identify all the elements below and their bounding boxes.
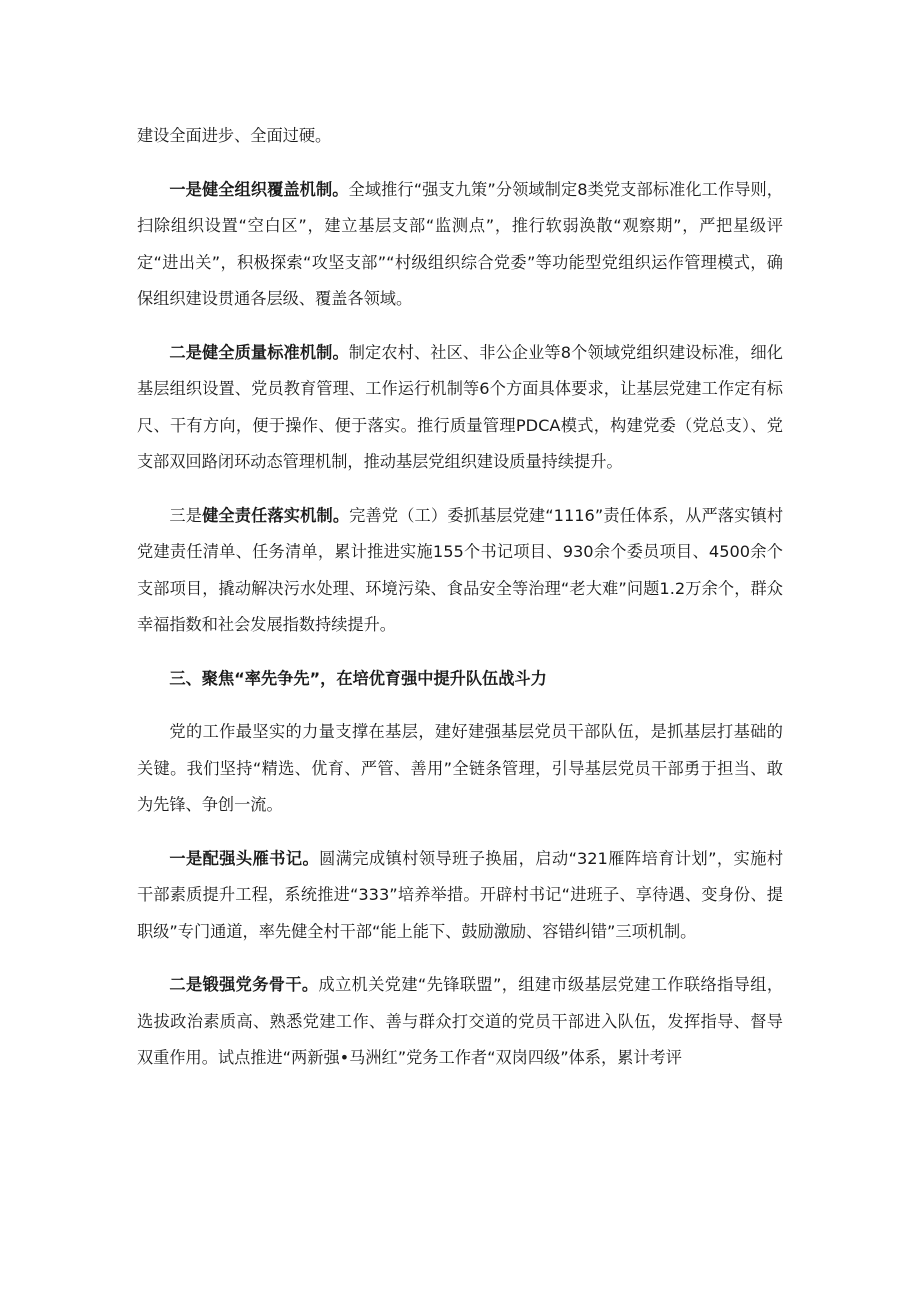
paragraph-gap: [137, 824, 783, 841]
paragraph-party-affairs: [137, 967, 783, 1077]
paragraph-text: 圆满完成镇村领导班子换届，启动“321雁阵培育计划”，实施村干部素质提升工程，系统推进“333”培养举措。开辟村书记“进班子、享待遇、变身份、提职级”专门通道，率先健全村干部“能上能下、鼓励激励、容错纠错”三项机制。: [137, 848, 784, 941]
paragraph-lead: 一是健全组织覆盖机制。: [169, 179, 349, 199]
paragraph-gap: [137, 155, 783, 172]
section-heading: 三、聚焦“率先争先”，在培优育强中提升队伍战斗力: [169, 668, 547, 688]
paragraph-text: 成立机关党建“先锋联盟”，组建市级基层党建工作联络指导组，选拔政治素质高、熟悉党建工作、善与群众打交道的党员干部进入队伍，发挥指导、督导双重作用。试点推进“两新强•马洲红”党务工作者“双岗四级”体系，累计考评: [137, 975, 784, 1067]
paragraph-secretary: [137, 841, 783, 951]
paragraph-text: 全域推行“强支九策”分领域制定8类党支部标准化工作导则，扫除组织设置“空白区”，建立基层支部“监测点”，推行软弱涣散“观察期”，严把星级评定“进出关”，积极探索“攻坚支部”“村级组织综合党委”等功能型党组织运作管理模式，确保组织建设贯通各层级、覆盖各领域。: [137, 179, 783, 308]
paragraph-gap: [137, 950, 783, 967]
paragraph-lead: 健全责任落实机制。: [202, 505, 350, 525]
paragraph-lead: 一是配强头雁书记。: [169, 848, 320, 868]
paragraph-organization-coverage: [137, 172, 783, 318]
paragraph-gap: [137, 644, 783, 661]
paragraph-lead: 二是健全质量标准机制。: [169, 342, 349, 362]
paragraph-text: 制定农村、社区、非公企业等8个领域党组织建设标准，细化基层组织设置、党员教育管理、工作运行机制等6个方面具体要求，让基层党建工作定有标尺、干有方向，便于操作、便于落实。推行质量管理PDCA模式，构建党委（党总支）、党支部双回路闭环动态管理机制，推动基层党组织建设质量持续提升。: [137, 342, 783, 471]
paragraph-prefix: 三是: [169, 505, 203, 525]
paragraph-text: 完善党（工）委抓基层党建“1116”责任体系，从严落实镇村党建责任清单、任务清单，累计推进实施155个书记项目、930余个委员项目、4500余个支部项目，撬动解决污水处理、环境污染、食品安全等治理“老大难”问题1.2万余个，群众幸福指数和社会发展指数持续提升。: [137, 505, 784, 634]
paragraph-gap: [137, 481, 783, 498]
paragraph-lead: 二是锻强党务骨干。: [169, 975, 319, 994]
paragraph-section-intro: [137, 714, 783, 824]
paragraph-continuation: [137, 118, 783, 155]
paragraph-gap: [137, 697, 783, 714]
document-body: [137, 118, 783, 1077]
paragraph-gap: [137, 318, 783, 335]
paragraph-text: 建设全面进步、全面过硬。: [137, 126, 332, 145]
paragraph-quality-standard: [137, 335, 783, 481]
paragraph-responsibility: [137, 498, 783, 644]
paragraph-text: 党的工作最坚实的力量支撑在基层，建好建强基层党员干部队伍，是抓基层打基础的关键。我们坚持“精选、优育、严管、善用”全链条管理，引导基层党员干部勇于担当、敢为先锋、争创一流。: [137, 722, 783, 814]
